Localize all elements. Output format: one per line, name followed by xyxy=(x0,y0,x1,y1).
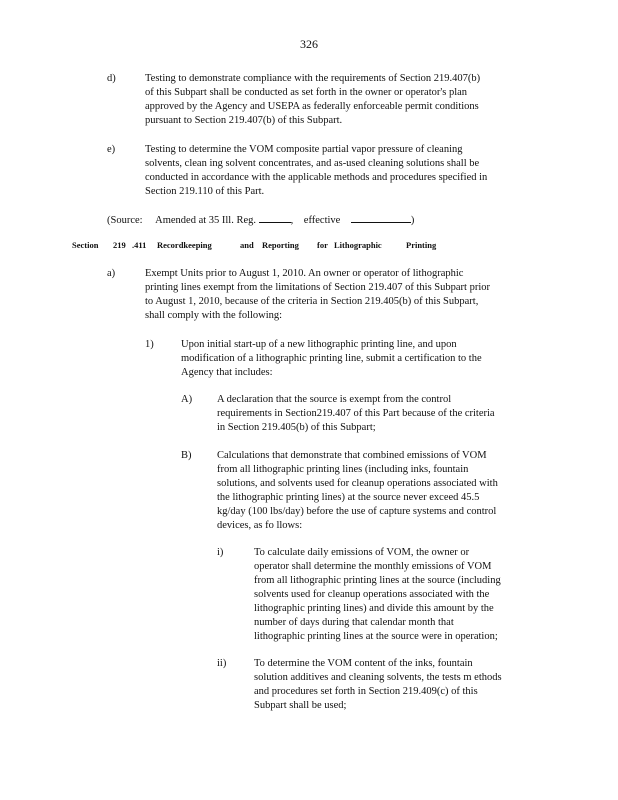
heading-word: Recordkeeping xyxy=(157,240,212,250)
item-d-text xyxy=(145,72,525,128)
text-line: Testing to determine the VOM composite partial vapor pressure of cleaning xyxy=(145,144,463,155)
item-ii-marker: ii) xyxy=(217,658,227,669)
source-text: Amended at 35 Ill. Reg. xyxy=(155,215,257,226)
item-B-marker: B) xyxy=(181,450,192,461)
text-line: devices, as fo llows: xyxy=(217,520,303,531)
heading-num1: 219 xyxy=(113,240,126,250)
heading-word: and xyxy=(240,240,254,250)
text-line: number of days during that calendar month that xyxy=(254,617,454,628)
text-line: modification of a lithographic printing line, submit a certification to the xyxy=(181,353,482,364)
text-line: Testing to demonstrate compliance with the requirements of Section 219.407(b) xyxy=(145,73,481,84)
item-ii-text xyxy=(254,657,532,713)
register-blank xyxy=(259,212,291,223)
text-line: from all lithographic printing lines (including inks, fountain xyxy=(217,464,469,475)
text-line: To determine the VOM content of the inks, fountain xyxy=(254,658,473,669)
text-line: To calculate daily emissions of VOM, the owner or xyxy=(254,547,470,558)
source-effective: effective xyxy=(303,215,341,226)
text-line: conducted in accordance with the applicable methods and procedures specified in xyxy=(145,172,488,183)
heading-word: Reporting xyxy=(262,240,299,250)
source-close: ) xyxy=(410,215,415,226)
text-line: Calculations that demonstrate that combined emissions of VOM xyxy=(217,450,487,461)
item-1-marker: 1) xyxy=(145,339,154,350)
text-line: Subpart shall be used; xyxy=(254,700,347,711)
text-line: of this Subpart shall be conducted as set forth in the owner or operator's plan xyxy=(145,87,468,98)
text-line: operator shall determine the monthly emissions of VOM xyxy=(254,561,492,572)
text-line: solution additives and cleaning solvents, the tests m ethods xyxy=(254,672,502,683)
heading-label: Section xyxy=(72,240,99,250)
text-line: Section 219.110 of this Part. xyxy=(145,186,265,197)
text-line: shall comply with the following: xyxy=(145,310,283,321)
item-e-marker: e) xyxy=(107,144,116,155)
text-line: from all lithographic printing lines at the source (including xyxy=(254,575,501,586)
text-line: the lithographic printing lines) at the source never exceed 45.5 xyxy=(217,492,480,503)
text-line: lithographic printing lines at the source were in operation; xyxy=(254,631,498,642)
item-A-text xyxy=(217,393,535,435)
source-comma: , xyxy=(290,215,294,226)
text-line: pursuant to Section 219.407(b) of this Subpart. xyxy=(145,115,343,126)
text-line: solvents, clean ing solvent concentrates, and as-used cleaning solutions shall be xyxy=(145,158,480,169)
source-prefix: (Source: xyxy=(107,215,143,226)
text-line: to August 1, 2010, because of the criteria in Section 219.405(b) of this Subpart, xyxy=(145,296,479,307)
item-a-text xyxy=(145,267,535,323)
text-line: kg/day (100 lbs/day) before the use of capture systems and control xyxy=(217,506,497,517)
item-a-marker: a) xyxy=(107,268,116,279)
heading-word: for xyxy=(317,240,328,250)
text-line: Exempt Units prior to August 1, 2010. An owner or operator of lithographic xyxy=(145,268,464,279)
item-e-text xyxy=(145,143,535,199)
text-line: printing lines exempt from the limitations of Section 219.407 of this Subpart prior xyxy=(145,282,490,293)
effective-date-blank xyxy=(351,212,411,223)
page-number: 326 xyxy=(300,37,318,51)
source-note xyxy=(107,212,414,228)
text-line: and procedures set forth in Section 219.409(c) of this xyxy=(254,686,478,697)
item-A-marker: A) xyxy=(181,394,193,405)
text-line: lithographic printing lines) and divide this amount by the xyxy=(254,603,494,614)
heading-word: Lithographic xyxy=(334,240,382,250)
item-1-text xyxy=(181,338,531,380)
text-line: A declaration that the source is exempt from the control xyxy=(217,394,452,405)
text-line: solutions, and solvents used for cleanup operations associated with xyxy=(217,478,498,489)
heading-num2: .411 xyxy=(132,240,147,250)
text-line: Upon initial start-up of a new lithographic printing line, and upon xyxy=(181,339,457,350)
heading-word: Printing xyxy=(406,240,437,250)
item-B-text xyxy=(217,449,537,533)
text-line: in Section 219.405(b) of this Subpart; xyxy=(217,422,376,433)
text-line: Agency that includes: xyxy=(181,367,273,378)
item-d-marker: d) xyxy=(107,73,116,84)
item-i-text xyxy=(254,546,532,644)
text-line: approved by the Agency and USEPA as federally enforceable permit conditions xyxy=(145,101,479,112)
item-i-marker: i) xyxy=(217,547,224,558)
text-line: requirements in Section219.407 of this Part because of the criteria xyxy=(217,408,495,419)
text-line: solvents used for cleanup operations associated with the xyxy=(254,589,490,600)
